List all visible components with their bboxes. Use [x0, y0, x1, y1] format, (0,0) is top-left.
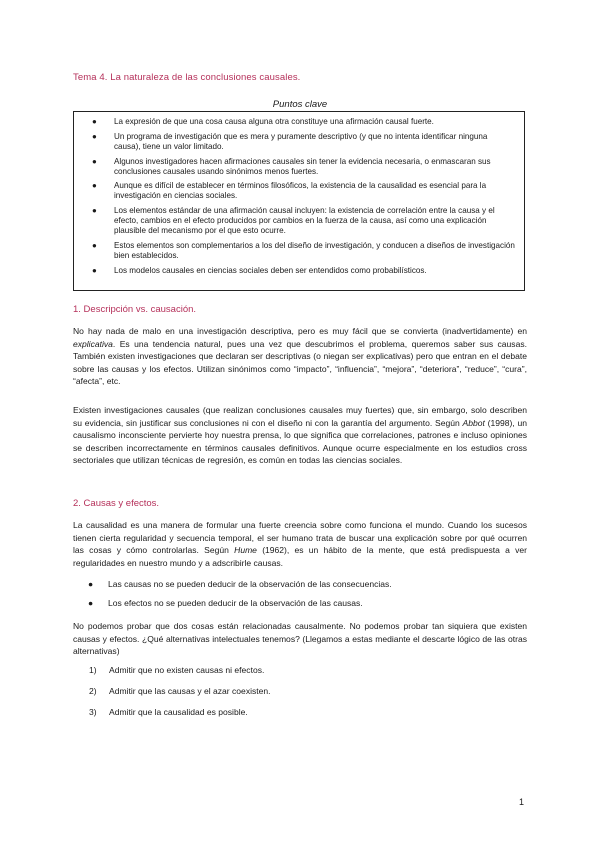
alternatives-numbered-list: [89, 664, 519, 727]
key-point-text: Los elementos estándar de una afirmación causal incluyen: la existencia de correlación entre la causa y el efecto, cambios en el efecto producidos por cambios en la fuerza de la causa, así como una explicación plausible del mecanismo por el que esto ocurre.: [114, 206, 495, 236]
key-point-text: Estos elementos son complementarios a los del diseño de investigación, y conducen a diseños de investigación bien establecidos.: [114, 240, 515, 260]
key-point-item: [92, 117, 516, 127]
key-point-text: La expresión de que una cosa causa alguna otra constituye una afirmación causal fuerte.: [114, 117, 434, 126]
key-point-text: Algunos investigadores hacen afirmaciones causales sin tener la evidencia necesaria, o enmascaran sus conclusiones causales usando sinónimos menos fuertes.: [114, 156, 491, 176]
key-point-item: [92, 181, 516, 201]
bullet-icon: ●: [92, 265, 97, 275]
bullet-icon: ●: [92, 181, 97, 191]
key-points-box: [73, 111, 525, 291]
bullet-icon: ●: [88, 597, 94, 608]
bullet-icon: ●: [92, 117, 97, 126]
key-point-item: [92, 266, 516, 276]
key-point-text: Un programa de investigación que es mera y puramente descriptivo (y que no intenta identificar ninguna causa), tiene un valor limitado.: [114, 131, 488, 151]
list-item: ● Las causas no se pueden deducir de la observación de las consecuencias.: [88, 579, 392, 589]
key-point-text: Aunque es difícil de establecer en términos filosóficos, la existencia de la causalidad es esencial para la investigación en ciencias sociales.: [114, 181, 487, 201]
section-2-heading: 2. Causas y efectos.: [73, 498, 160, 509]
chapter-title: Tema 4. La naturaleza de las conclusiones causales.: [73, 72, 301, 83]
key-point-item: [92, 241, 516, 261]
section-1-paragraph-2: Existen investigaciones causales (que realizan conclusiones causales muy fuertes) que, sin embargo, solo describen su evidencia, sin justificar sus conclusiones ni con el diseño ni con la garantía del argumento. Según Abbot (1998), un causalismo inconsciente pervierte hoy nuestra prensa, lo que significa que correlaciones, patrones e incluso opiniones se describen incorrectamente en términos causales definitivos. Aunque ocurre especialmente en los estudios cross sectoriales que utilizan técnicas de regresión, es común en todas las ciencias sociales.: [73, 405, 528, 466]
list-item: 2) Admitir que las causas y el azar coexisten.: [89, 685, 271, 696]
bullet-icon: ●: [92, 156, 97, 166]
bullet-icon: ●: [92, 131, 97, 141]
key-point-item: [92, 132, 516, 152]
key-points-heading: Puntos clave: [272, 99, 328, 110]
bullet-icon: ●: [92, 206, 97, 216]
bullet-icon: ●: [88, 579, 94, 589]
bullet-icon: ●: [92, 240, 97, 250]
section-1-paragraph-1: No hay nada de malo en una investigación descriptiva, pero es muy fácil que se convierta (inadvertidamente) en explicativa. Es una tendencia natural, pues una vez que descubrimos el problema, queremos saber sus causas. También existen investigaciones que declaran ser descriptivas (o niegan ser explicativas) pero que entran en el debate sobre las causas y los efectos. Utilizan sinónimos como “impacto”, “influencia”, “mejora”, “deteriora”, “reduce”, “cura”, “afecta”, etc.: [73, 326, 527, 387]
page-number: 1: [519, 797, 525, 807]
list-item: ● Los efectos no se pueden deducir de la observación de las causas.: [88, 597, 363, 608]
key-point-text: Los modelos causales en ciencias sociales deben ser entendidos como probabilísticos.: [114, 265, 427, 275]
key-point-item: [92, 157, 516, 177]
key-point-item: [92, 206, 516, 236]
section-1-heading: 1. Descripción vs. causación.: [73, 304, 197, 315]
list-item: 3) Admitir que la causalidad es posible.: [89, 706, 248, 717]
consequences-bullet-list: [88, 578, 518, 616]
section-2-paragraph-2: No podemos probar que dos cosas están relacionadas causalmente. No podemos probar tan siquiera que existen causas y efectos. ¿Qué alternativas intelectuales tenemos? (Llegamos a estas mediante el descarte lógico de las otras alternativas): [73, 621, 527, 657]
section-2-paragraph-1: La causalidad es una manera de formular una fuerte creencia sobre como funciona el mundo. Cuando los sucesos tienen cierta regularidad y secuencia temporal, el ser humano trata de buscar una explicación sobre por qué ocurren las cosas y cómo controlarlas. Según Hume (1962), es un hábito de la mente, que está predispuesta a ver regularidades en nuestro mundo y a adscribirle causas.: [73, 520, 527, 568]
key-points-list: [92, 117, 516, 276]
list-item: 1) Admitir que no existen causas ni efectos.: [89, 665, 265, 675]
